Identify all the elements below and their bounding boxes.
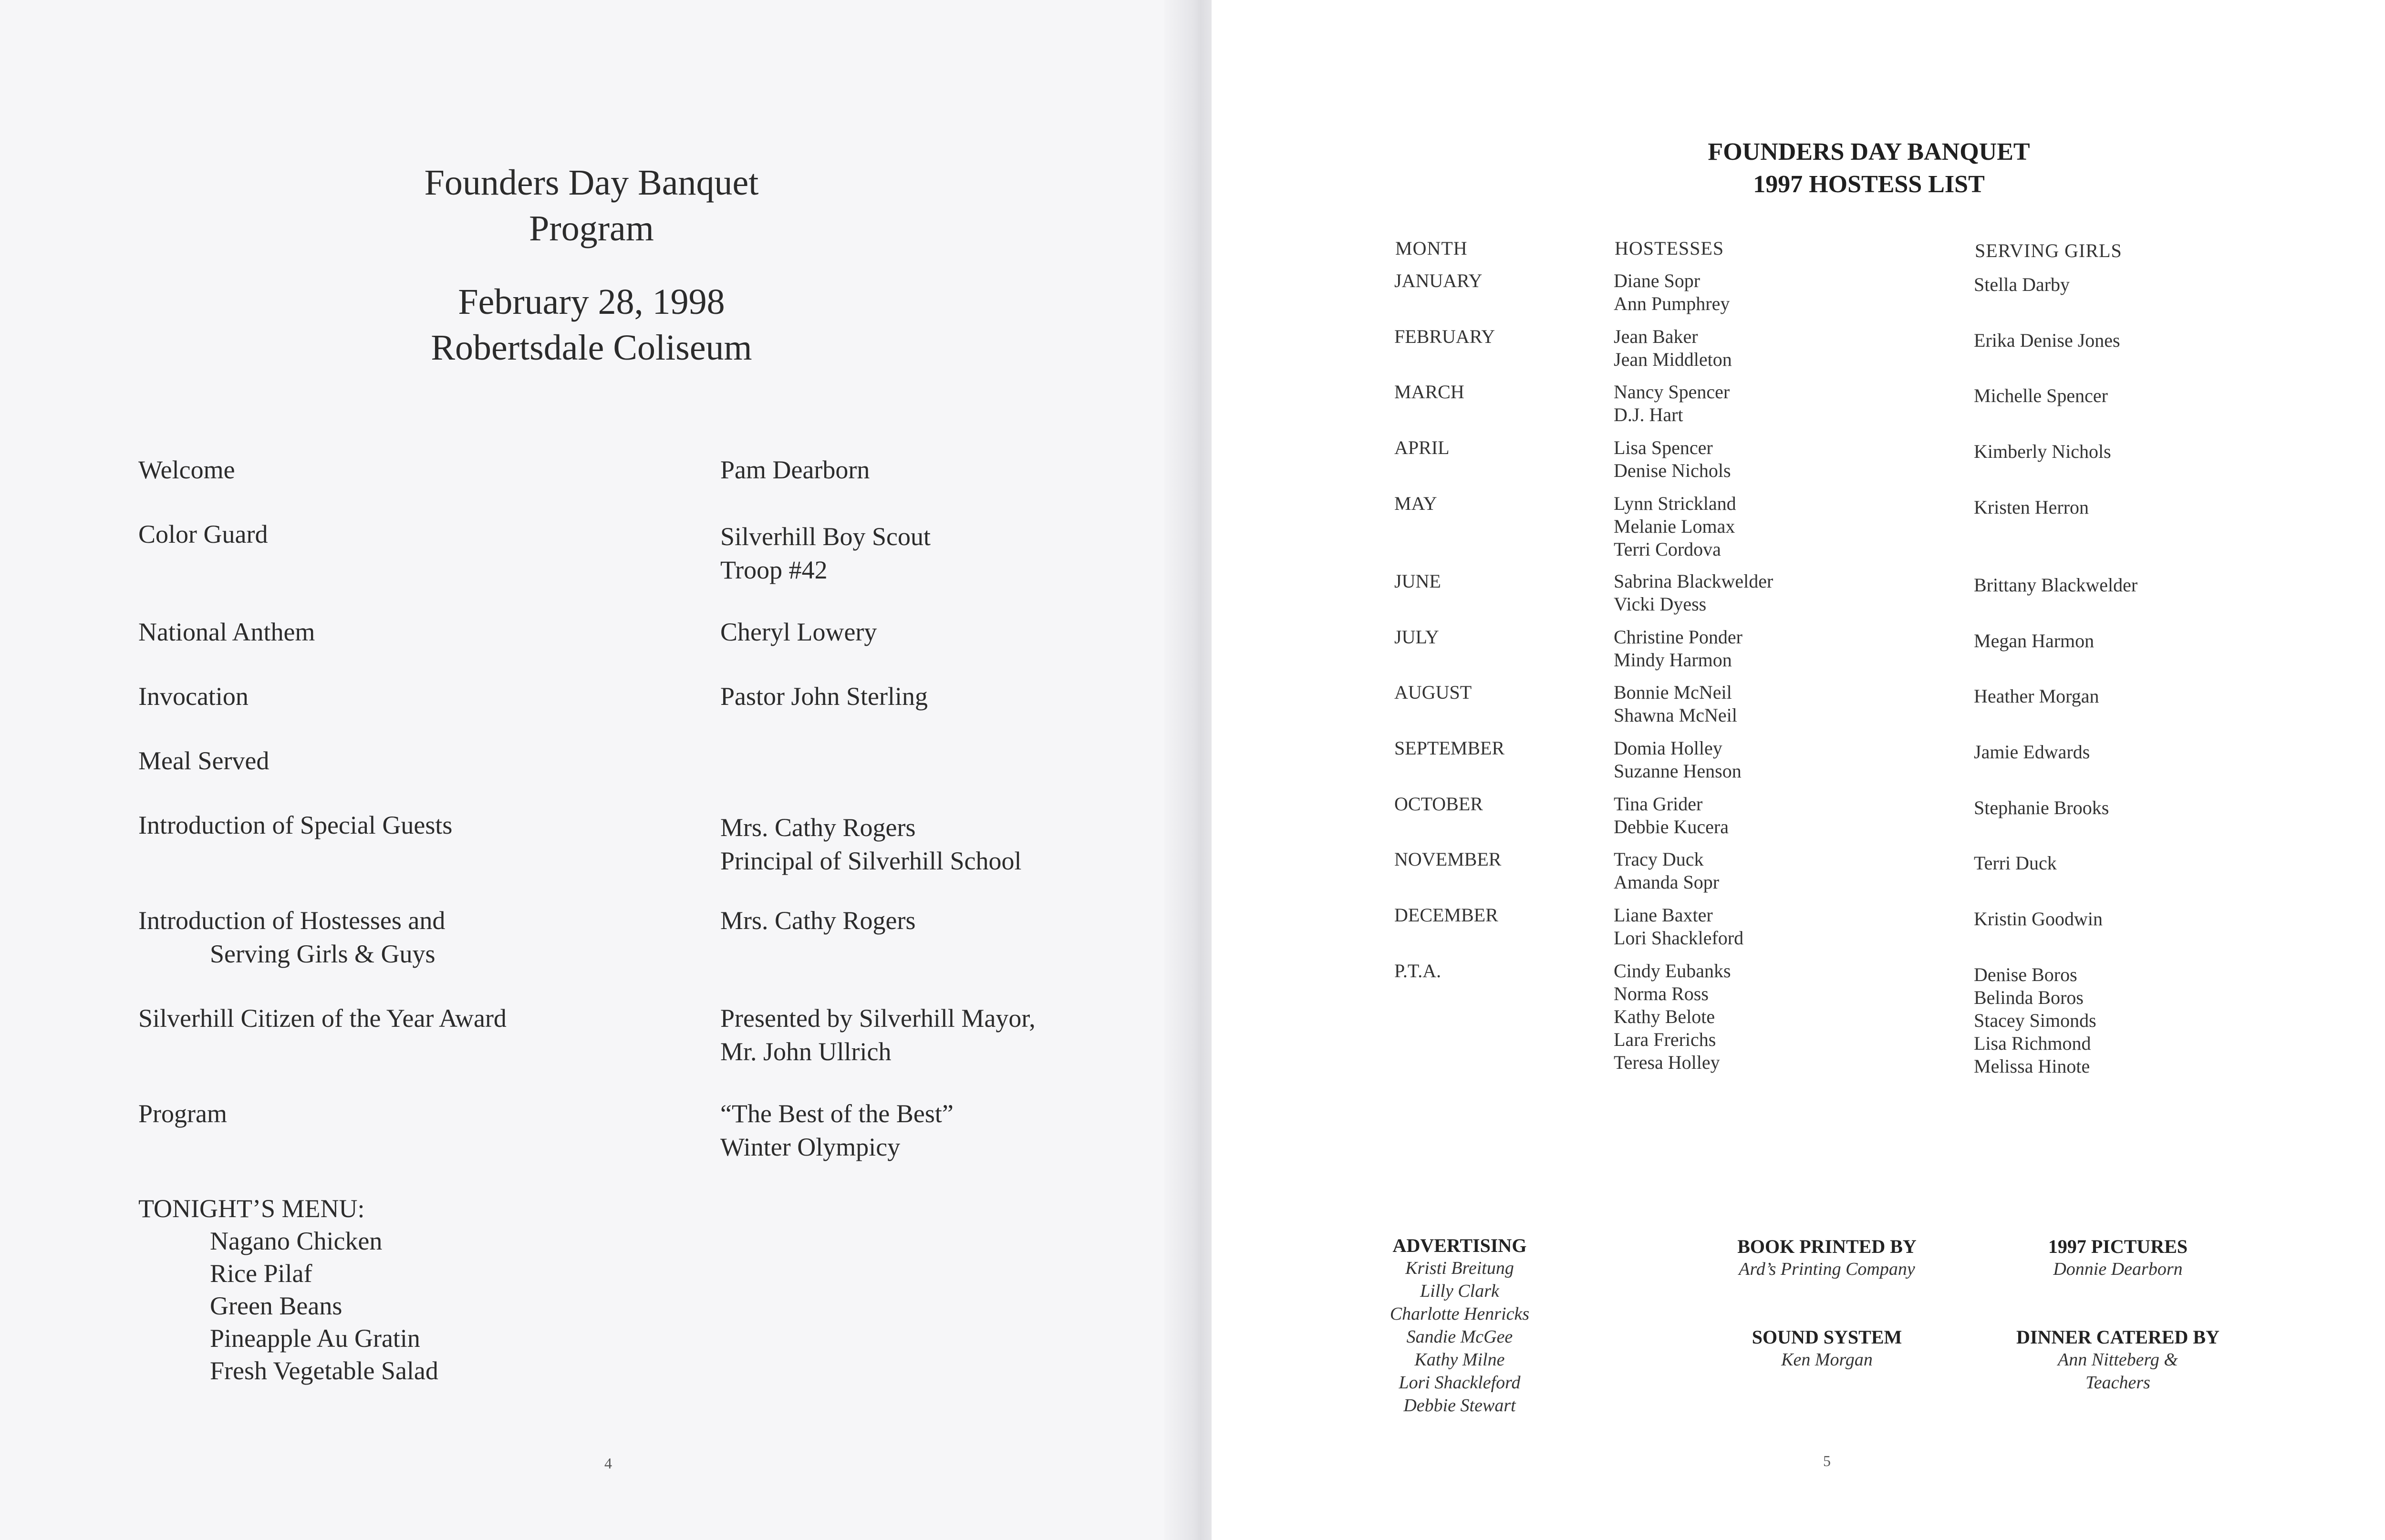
month-cell: DECEMBER (1394, 904, 1498, 926)
hostesses-cell (1614, 626, 1742, 672)
menu (138, 1192, 438, 1387)
month-cell: JULY (1394, 626, 1439, 648)
event-date: February 28, 1998 (458, 282, 725, 322)
serving-girl-name: Jamie Edwards (1974, 741, 2090, 763)
title-line: FOUNDERS DAY BANQUET (1708, 138, 2030, 165)
presenter-line: Mr. John Ullrich (720, 1037, 892, 1066)
month-cell: MAY (1394, 493, 1437, 514)
serving-girl-name: Michelle Spencer (1974, 385, 2108, 406)
month-cell: JANUARY (1394, 270, 1483, 291)
program-item: National Anthem (138, 618, 315, 646)
program-presenter: Pam Dearborn (720, 455, 870, 484)
presenter-line: Presented by Silverhill Mayor, (720, 1004, 1036, 1033)
credit-name: Ann Nitteberg & (2058, 1350, 2178, 1370)
credit-heading: SOUND SYSTEM (1752, 1326, 1902, 1348)
credit-heading: 1997 PICTURES (2048, 1236, 2188, 1257)
serving-girl-name: Terri Duck (1974, 852, 2057, 874)
program-item: Meal Served (138, 746, 270, 775)
hostess-name: Cindy Eubanks (1614, 960, 1731, 982)
serving-girls-cell (1974, 496, 2089, 519)
hostess-name: Lisa Spencer (1614, 437, 1713, 458)
credit-name: Sandie McGee (1406, 1327, 1513, 1347)
month-cell: OCTOBER (1394, 793, 1483, 815)
presenter-line: Troop #42 (720, 556, 828, 584)
program-presenter (720, 1097, 954, 1164)
hostess-name: Terri Cordova (1614, 538, 1721, 560)
hostesses-cell (1614, 436, 1731, 482)
credit-name: Debbie Stewart (1403, 1395, 1516, 1416)
serving-girl-name: Kristen Herron (1974, 496, 2089, 518)
right-page (1212, 0, 2385, 1540)
page-number: 5 (1823, 1452, 1831, 1469)
hostess-name: Kathy Belote (1614, 1006, 1715, 1027)
hostess-name: Christine Ponder (1614, 626, 1742, 648)
hostess-name: Nancy Spencer (1614, 381, 1730, 403)
credit-sound-system (1752, 1326, 1902, 1371)
hostess-name: Norma Ross (1614, 983, 1709, 1004)
serving-girls-cell (1974, 384, 2108, 407)
credit-name: Charlotte Henricks (1390, 1304, 1530, 1324)
hostess-name: Teresa Holley (1614, 1052, 1720, 1073)
credit-name: Donnie Dearborn (2053, 1259, 2183, 1279)
serving-girl-name: Belinda Boros (1974, 987, 2084, 1008)
hostess-name: Bonnie McNeil (1614, 682, 1732, 703)
serving-girl-name: Stacey Simonds (1974, 1010, 2096, 1031)
program-presenter: Pastor John Sterling (720, 682, 928, 711)
serving-girl-name: Kristin Goodwin (1974, 908, 2103, 930)
credit-name: Kristi Breitung (1405, 1258, 1514, 1278)
hostess-name: Jean Baker (1614, 326, 1698, 347)
credit-name: Ken Morgan (1781, 1350, 1873, 1370)
hostess-name: Debbie Kucera (1614, 816, 1729, 837)
serving-girls-cell (1974, 440, 2111, 463)
presenter-line: Principal of Silverhill School (720, 847, 1022, 875)
month-cell: SEPTEMBER (1394, 737, 1505, 759)
month-cell: NOVEMBER (1394, 848, 1502, 870)
hostess-list-title (1708, 136, 2030, 201)
hostesses-cell (1614, 492, 1736, 561)
menu-item: Nagano Chicken (210, 1227, 383, 1255)
hostess-name: Diane Sopr (1614, 270, 1701, 291)
program-title (425, 160, 759, 251)
presenter-line: Silverhill Boy Scout (720, 522, 931, 551)
credit-heading: DINNER CATERED BY (2016, 1326, 2219, 1348)
hostess-name: Denise Nichols (1614, 460, 1731, 481)
program-item: Color Guard (138, 520, 268, 548)
hostess-name: Ann Pumphrey (1614, 293, 1730, 314)
presenter-line: Mrs. Cathy Rogers (720, 813, 916, 842)
hostesses-cell (1614, 681, 1737, 727)
hostesses-cell (1614, 269, 1730, 315)
presenter-line: “The Best of the Best” (720, 1099, 954, 1128)
program-presenter: Mrs. Cathy Rogers (720, 906, 916, 935)
menu-heading: TONIGHT’S MENU: (138, 1194, 365, 1223)
serving-girl-name: Megan Harmon (1974, 630, 2095, 651)
serving-girls-cell (1974, 741, 2090, 764)
left-page (0, 0, 1173, 1540)
serving-girls-cell (1974, 908, 2103, 930)
menu-item: Pineapple Au Gratin (210, 1324, 420, 1353)
hostess-name: Jean Middleton (1614, 349, 1732, 370)
hostess-name: Mindy Harmon (1614, 649, 1732, 671)
serving-girls-cell (1974, 630, 2094, 652)
hostess-name: Domia Holley (1614, 737, 1722, 759)
program-item: Silverhill Citizen of the Year Award (138, 1004, 507, 1033)
hostesses-cell (1614, 325, 1732, 371)
hostess-name: Shawna McNeil (1614, 704, 1737, 726)
hostess-name: Amanda Sopr (1614, 871, 1720, 893)
credit-name: Lori Shackleford (1399, 1373, 1521, 1393)
credit-pictures (2048, 1235, 2188, 1281)
serving-girls-cell (1974, 574, 2137, 597)
hostess-name: D.J. Hart (1614, 404, 1683, 425)
hostesses-cell (1614, 793, 1729, 838)
hostess-name: Liane Baxter (1614, 904, 1713, 926)
month-cell: AUGUST (1394, 682, 1472, 703)
menu-item: Fresh Vegetable Salad (210, 1356, 438, 1385)
serving-girl-name: Stella Darby (1974, 274, 2070, 295)
hostesses-cell (1614, 848, 1719, 894)
program-item: Program (138, 1099, 227, 1128)
page-number: 4 (604, 1455, 612, 1472)
credit-heading: ADVERTISING (1392, 1235, 1527, 1256)
serving-girls-cell (1974, 685, 2099, 708)
program-title-line: Founders Day Banquet (424, 163, 759, 203)
serving-girls-cell (1974, 852, 2057, 875)
program-presenter (720, 520, 931, 587)
hostess-name: Vicki Dyess (1614, 593, 1707, 615)
credit-name: Kathy Milne (1414, 1350, 1505, 1370)
menu-item: Rice Pilaf (210, 1259, 312, 1288)
credit-advertising (1390, 1234, 1529, 1417)
serving-girls-cell (1974, 273, 2070, 296)
hostesses-cell (1614, 381, 1730, 426)
program-presenter (720, 811, 1021, 878)
hostesses-cell (1614, 570, 1773, 616)
serving-girl-name: Stephanie Brooks (1974, 797, 2109, 818)
credit-heading: BOOK PRINTED BY (1737, 1236, 1917, 1257)
serving-girl-name: Erika Denise Jones (1974, 330, 2120, 351)
title-line: 1997 HOSTESS LIST (1753, 171, 1985, 198)
program-item: Introduction of Special Guests (138, 811, 453, 839)
hostesses-cell (1614, 737, 1742, 783)
credit-name: Ard’s Printing Company (1739, 1259, 1915, 1279)
credit-dinner-catered (2016, 1326, 2219, 1394)
serving-girl-name: Heather Morgan (1974, 685, 2099, 707)
hostess-name: Tina Grider (1614, 793, 1703, 815)
month-cell: APRIL (1394, 437, 1450, 458)
program-item: Invocation (138, 682, 249, 711)
hostess-name: Suzanne Henson (1614, 760, 1742, 782)
item-line: Introduction of Hostesses and (138, 906, 446, 935)
serving-girl-name: Lisa Richmond (1974, 1033, 2091, 1054)
program-presenter (720, 1002, 1036, 1068)
month-cell: P.T.A. (1394, 960, 1441, 982)
event-date-venue (431, 279, 752, 371)
program-item: Welcome (138, 455, 235, 484)
column-header-month: MONTH (1395, 238, 1468, 259)
item-line: Serving Girls & Guys (210, 940, 436, 968)
hostess-name: Lara Frerichs (1614, 1029, 1716, 1050)
hostess-name: Tracy Duck (1614, 848, 1704, 870)
credit-book-printed (1737, 1235, 1917, 1281)
hostesses-cell (1614, 960, 1731, 1074)
month-cell: MARCH (1394, 381, 1464, 403)
program-title-line: Program (529, 208, 654, 248)
serving-girl-name: Denise Boros (1974, 964, 2077, 985)
serving-girl-name: Brittany Blackwelder (1974, 574, 2138, 596)
serving-girl-name: Kimberly Nichols (1974, 441, 2111, 462)
column-header-hostesses: HOSTESSES (1615, 238, 1724, 259)
month-cell: FEBRUARY (1394, 326, 1495, 347)
hostess-name: Melanie Lomax (1614, 516, 1735, 537)
hostess-name: Lynn Strickland (1614, 493, 1736, 514)
credit-name: Lilly Clark (1420, 1281, 1499, 1301)
column-header-serving-girls: SERVING GIRLS (1975, 240, 2122, 261)
event-venue: Robertsdale Coliseum (431, 328, 752, 368)
month-cell: JUNE (1394, 570, 1441, 592)
presenter-line: Winter Olympicy (720, 1133, 901, 1161)
serving-girls-cell (1974, 963, 2096, 1078)
menu-item: Green Beans (210, 1292, 342, 1320)
hostess-name: Sabrina Blackwelder (1614, 570, 1773, 592)
hostess-name: Lori Shackleford (1614, 927, 1744, 949)
serving-girls-cell (1974, 329, 2120, 352)
serving-girl-name: Melissa Hinote (1974, 1055, 2090, 1077)
program-presenter: Cheryl Lowery (720, 618, 877, 646)
hostesses-cell (1614, 904, 1743, 950)
credit-name: Teachers (2085, 1373, 2150, 1393)
program-item (138, 904, 445, 971)
serving-girls-cell (1974, 796, 2109, 819)
